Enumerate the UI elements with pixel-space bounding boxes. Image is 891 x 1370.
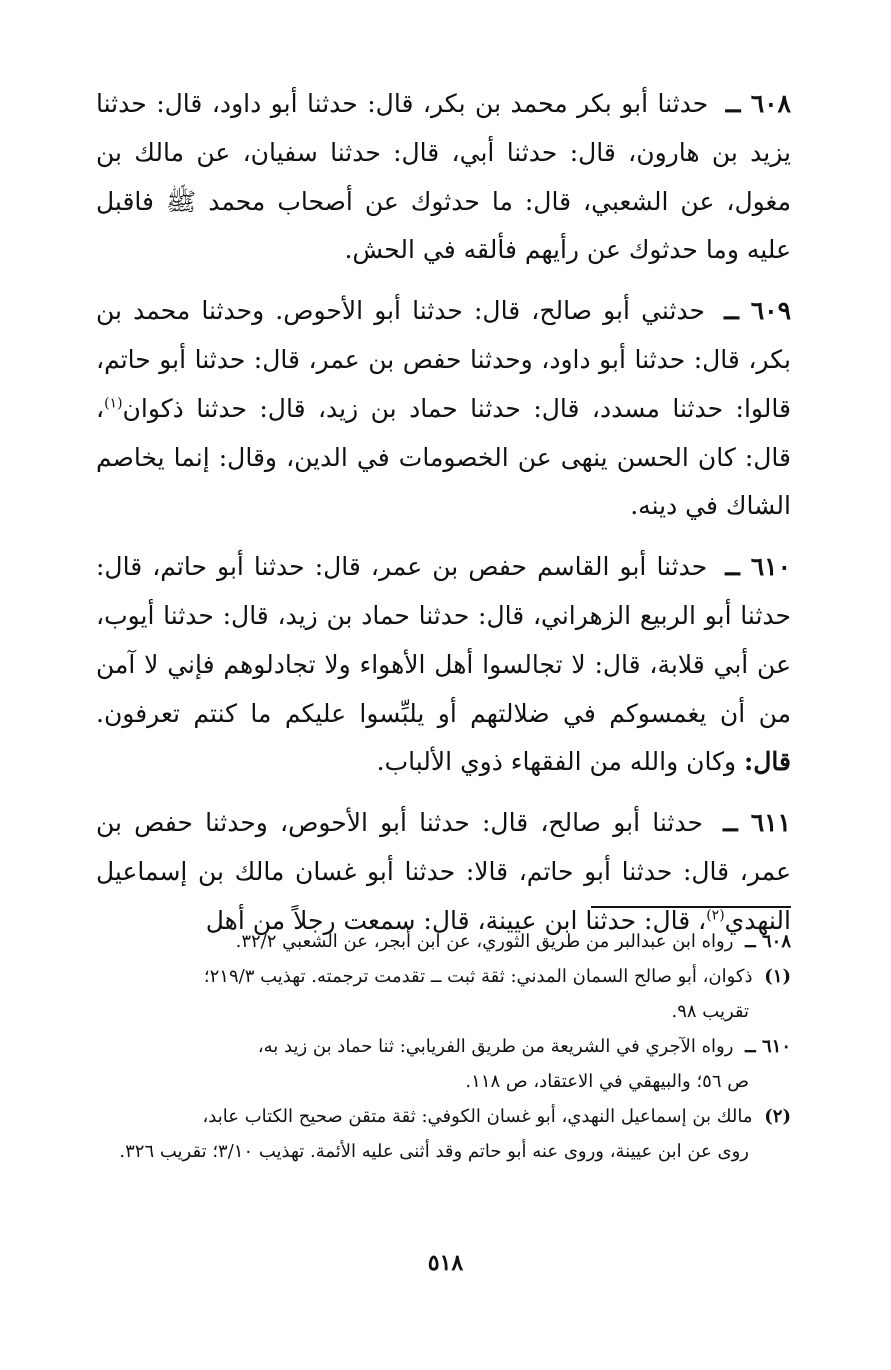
hadith-number: ٦١٠ ــ [725,552,792,582]
footnote-610 [96,1029,791,1099]
hadith-text-continued: ، قال: حدثنا ابن عيينة، قال: سمعت رجلاً من أهل [205,905,707,935]
hadith-608 [96,80,791,275]
footnote-text: رواه ابن عبدالبر من طريق الثوري، عن ابن أبجر، عن الشعبي ٣٢/٢. [235,931,734,952]
footnote-divider [591,906,791,908]
footnote-text-continued: تقريب ٩٨. [671,1001,749,1022]
footnote-1 [96,959,791,1029]
footnote-mark: ٦٠٨ ــ [745,931,791,952]
hadith-number: ٦٠٨ ــ [725,89,791,118]
main-text-block [96,80,791,958]
footnote-text: ذكوان، أبو صالح السمان المدني: ثقة ثبت ــ تقدمت ترجمته. تهذيب ٢١٩/٣؛ [203,966,753,987]
footnote-mark: (١) [764,966,791,987]
hadith-text-continued: وكان والله من الفقهاء ذوي الألباب. [376,747,737,777]
hadith-text-continued: ، قال: كان الحسن ينهى عن الخصومات في الدين، وقال: إنما يخاصم الشاك في دينه. [96,393,791,521]
footnote-text: مالك بن إسماعيل النهدي، أبو غسان الكوفي: ثقة متقن صحيح الكتاب عابد، [202,1106,753,1127]
footnote-text: رواه الآجري في الشريعة من طريق الفريابي: ثنا حماد بن زيد به، [257,1036,734,1057]
footnote-mark: (٢) [764,1106,791,1127]
hadith-609 [96,287,791,531]
footnote-ref-1[interactable]: (١) [104,395,123,412]
footnotes-block [96,924,791,1169]
footnote-text-continued: ص ٥٦؛ والبيهقي في الاعتقاد، ص ١١٨. [465,1071,749,1092]
qal-label: قال: [744,747,791,777]
footnote-608 [96,924,791,959]
hadith-number: ٦٠٩ ــ [724,296,792,326]
footnote-text-continued: روى عن ابن عيينة، وروى عنه أبو حاتم وقد أثنى عليه الأئمة. تهذيب ٣/١٠؛ تقريب ٣٢٦. [119,1141,749,1162]
footnote-mark: ٦١٠ ــ [745,1036,791,1057]
footnote-2 [96,1099,791,1169]
hadith-text: حدثنا أبو بكر محمد بن بكر، قال: حدثنا أبو داود، قال: حدثنا يزيد بن هارون، قال: حدثنا أبي، قال: حدثنا سفيان، عن مالك بن مغول، عن الشعبي، قال: ما حدثوك عن أصحاب محمد ﷺ فاقبل عليه وما حدثوك عن رأيهم فألقه في الحش. [96,89,791,265]
hadith-text: حدثني أبو صالح، قال: حدثنا أبو الأحوص. وحدثنا محمد بن بكر، قال: حدثنا أبو داود، وحدثنا حفص بن عمر، قال: حدثنا أبو حاتم، قالوا: حدثنا مسدد، قال: حدثنا حماد بن زيد، قال: حدثنا ذكوان [96,296,791,423]
page-number: ٥١٨ [427,1250,464,1276]
hadith-text: حدثنا أبو القاسم حفص بن عمر، قال: حدثنا أبو حاتم، قال: حدثنا أبو الربيع الزهراني، قال: حدثنا حماد بن زيد، قال: حدثنا أيوب، عن أبي قلابة، قال: لا تجالسوا أهل الأهواء ولا تجادلوهم فإني لا آمن من أن يغمسوكم في ضلالتهم أو يلبِّسوا عليكم ما كنتم تعرفون. [96,552,791,728]
hadith-text: حدثنا أبو صالح، قال: حدثنا أبو الأحوص، وحدثنا حفص بن عمر، قال: حدثنا أبو حاتم، قالا: حدثنا أبو غسان مالك بن إسماعيل النهدي [96,808,791,935]
footnote-ref-2[interactable]: (٢) [706,907,725,924]
hadith-610 [96,543,791,787]
hadith-number: ٦١١ ــ [723,808,791,838]
